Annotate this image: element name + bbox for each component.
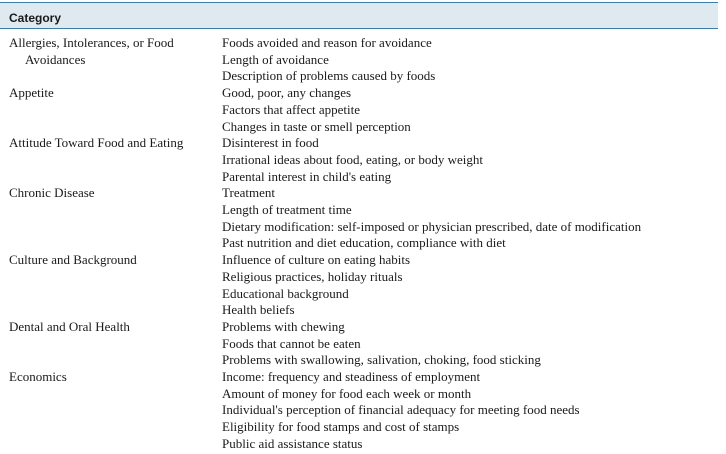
category-label: Economics (9, 369, 67, 385)
category-cell (0, 85, 222, 135)
table-row (0, 85, 718, 135)
item-text: Factors that affect appetite (222, 101, 361, 117)
category-cell (0, 35, 222, 85)
items-cell (222, 135, 718, 185)
item-text: Public aid assistance status (222, 435, 363, 451)
category-label: Dental and Oral Health (9, 318, 130, 334)
item-text: Length of treatment time (222, 202, 352, 218)
header-category: Category (9, 10, 62, 25)
items-cell (222, 252, 718, 319)
items-cell (222, 35, 718, 85)
item-text: Eligibility for food stamps and cost of stamps (222, 419, 460, 435)
item-text: Dietary modification: self-imposed or physician prescribed, date of modification (222, 218, 642, 234)
item-text: Parental interest in child's eating (222, 168, 392, 184)
category-cell (0, 369, 222, 453)
item-text: Treatment (222, 185, 275, 201)
table-body (0, 29, 718, 453)
items-cell (222, 85, 718, 135)
category-label-continued: Avoidances (25, 51, 86, 67)
item-text: Irrational ideas about food, eating, or body weight (222, 151, 484, 167)
table-row (0, 369, 718, 453)
table-row (0, 185, 718, 252)
table-header (0, 3, 718, 29)
item-text: Length of avoidance (222, 51, 329, 67)
nutrition-history-table (0, 2, 718, 453)
category-label: Appetite (9, 85, 54, 101)
category-cell (0, 252, 222, 319)
item-text: Foods that cannot be eaten (222, 335, 361, 351)
item-text: Income: frequency and steadiness of employment (222, 369, 481, 385)
category-cell (0, 319, 222, 369)
category-label: Allergies, Intolerances, or Food (9, 35, 174, 50)
category-label: Attitude Toward Food and Eating (9, 135, 184, 151)
item-text: Influence of culture on eating habits (222, 252, 411, 268)
item-text: Individual's perception of financial adequacy for meeting food needs (222, 402, 580, 418)
item-text: Description of problems caused by foods (222, 68, 436, 84)
item-text: Disinterest in food (222, 135, 319, 151)
table-row (0, 135, 718, 185)
item-text: Health beliefs (222, 302, 295, 318)
item-text: Changes in taste or smell perception (222, 118, 411, 134)
category-cell (0, 185, 222, 252)
item-text: Past nutrition and diet education, compliance with diet (222, 235, 506, 251)
category-label: Culture and Background (9, 252, 137, 268)
items-cell (222, 369, 718, 453)
category-cell (0, 135, 222, 185)
item-text: Religious practices, holiday rituals (222, 268, 403, 284)
item-text: Educational background (222, 285, 349, 301)
item-text: Problems with chewing (222, 318, 345, 334)
item-text: Foods avoided and reason for avoidance (222, 35, 432, 50)
category-label: Chronic Disease (9, 185, 95, 201)
item-text: Amount of money for food each week or month (222, 385, 472, 401)
item-text: Problems with swallowing, salivation, choking, food sticking (222, 352, 541, 368)
item-text: Good, poor, any changes (222, 85, 352, 101)
items-cell (222, 319, 718, 369)
table-row (0, 252, 718, 319)
table-row (0, 319, 718, 369)
items-cell (222, 185, 718, 252)
table-row (0, 35, 718, 85)
